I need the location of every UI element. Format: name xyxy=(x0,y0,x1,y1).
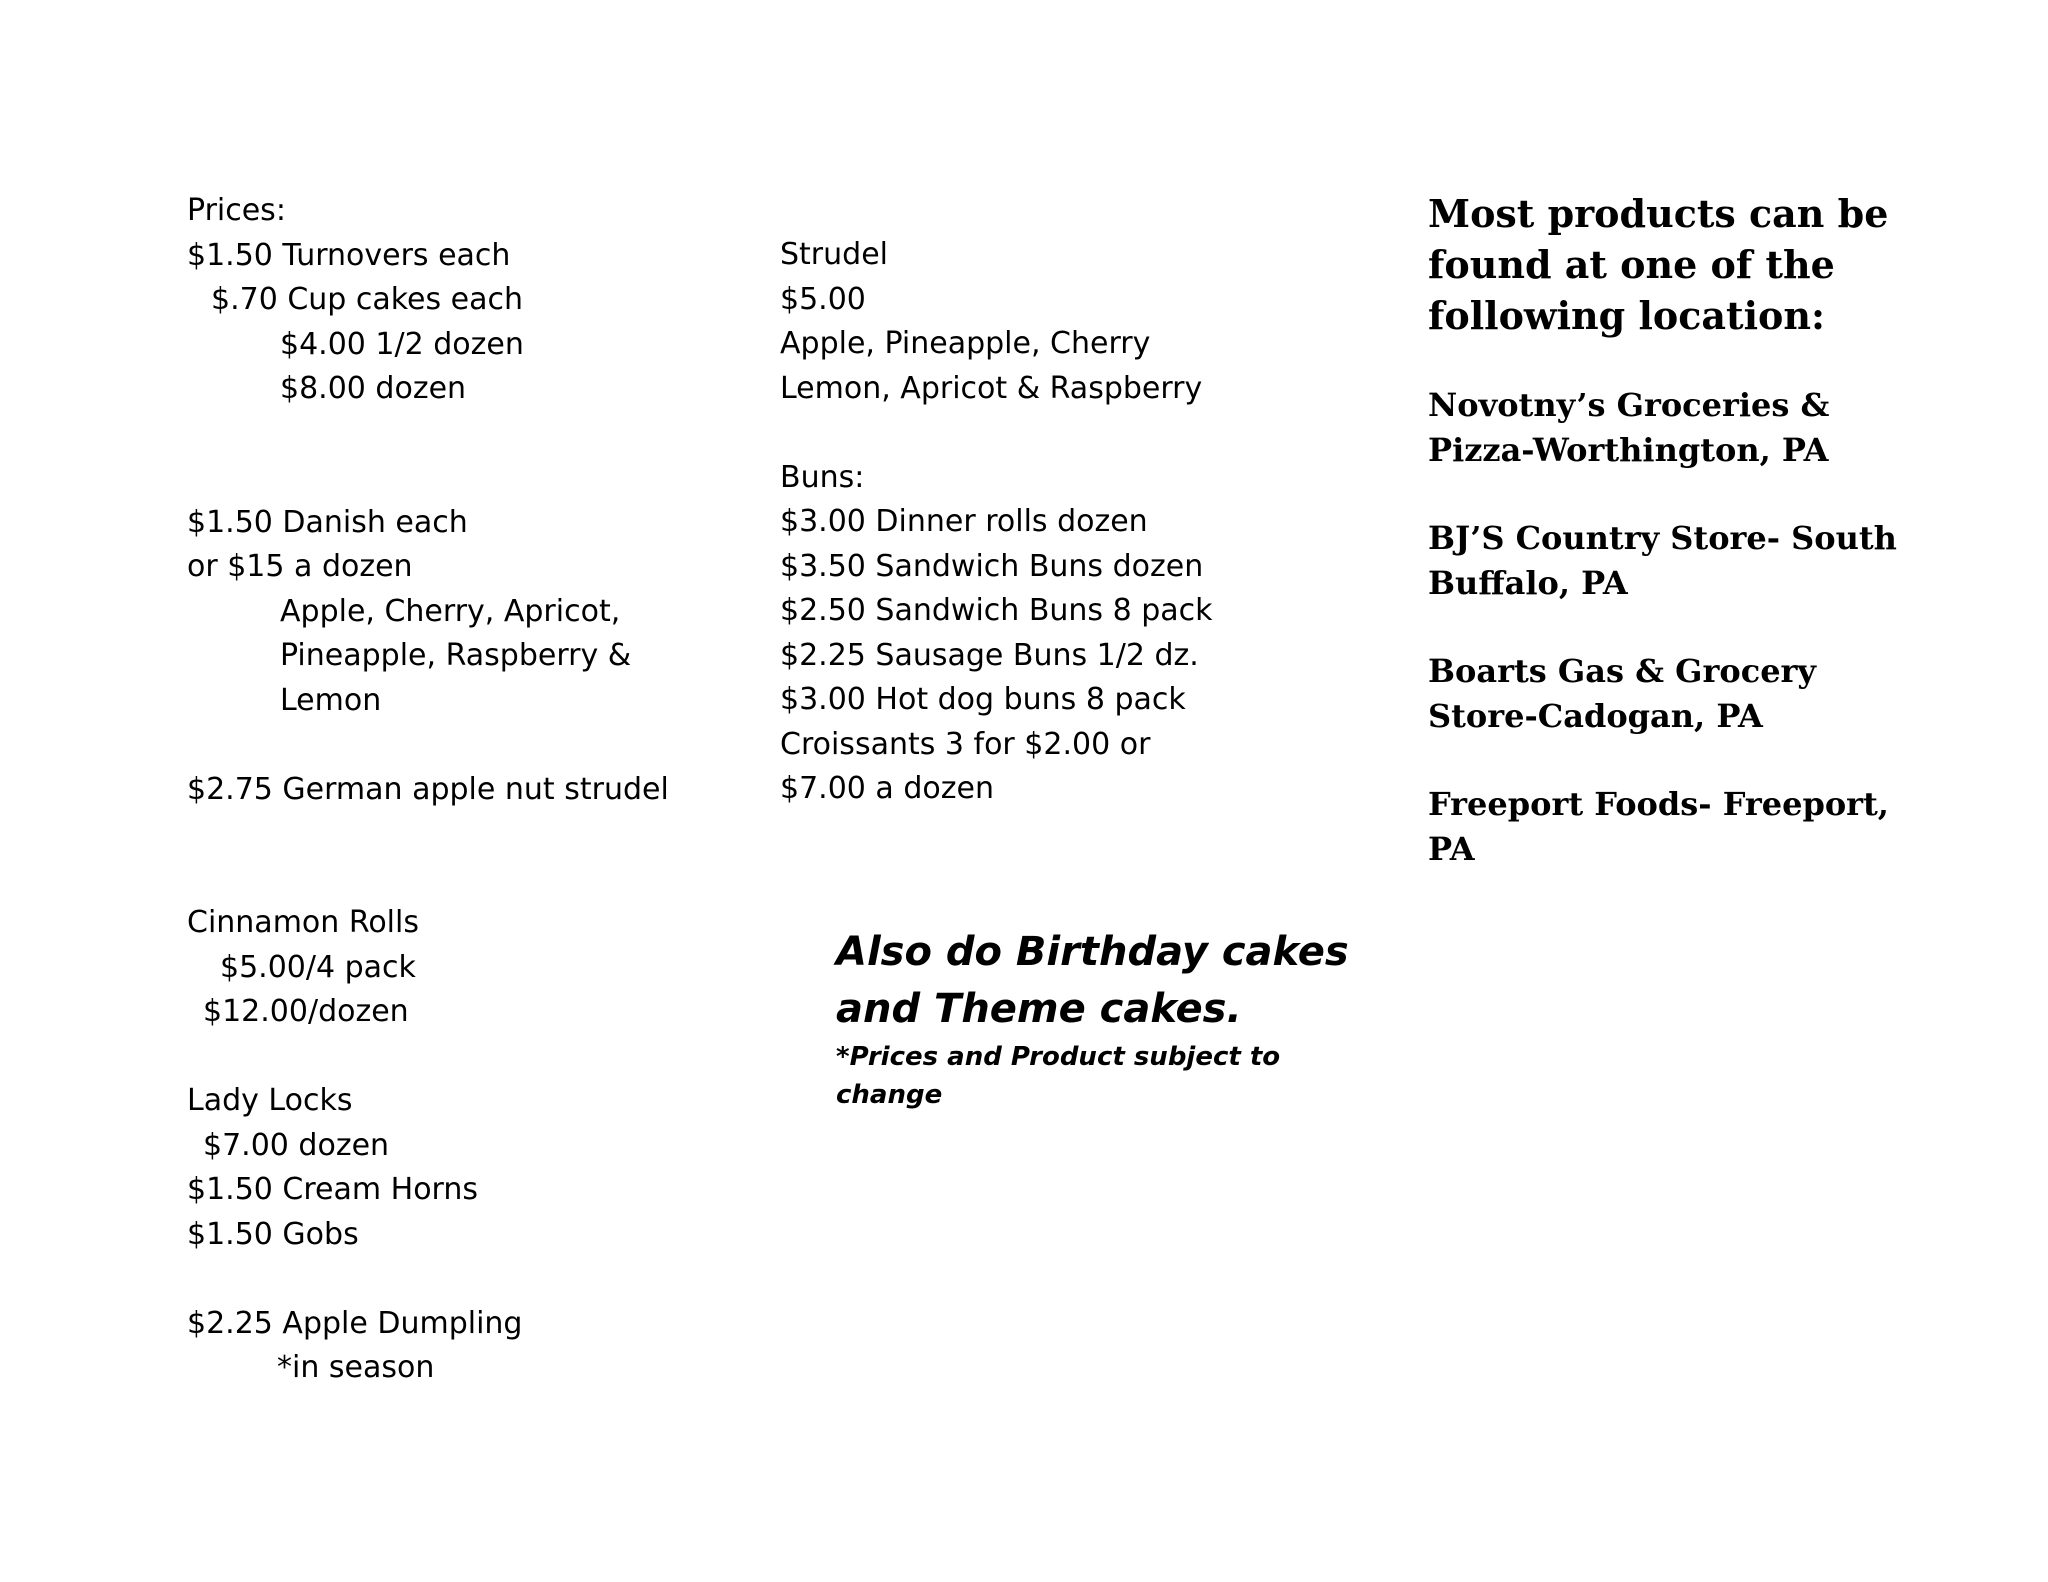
locations-heading-line-2: found at one of the xyxy=(1428,242,1835,287)
prices-column xyxy=(187,189,669,1391)
buns-heading: Buns: xyxy=(780,459,865,495)
in-season-note: *in season xyxy=(277,1350,435,1385)
strudel-flavors-line-1: Apple, Pineapple, Cherry xyxy=(780,326,1151,361)
apple-dumpling-price: $2.25 Apple Dumpling xyxy=(187,1305,523,1341)
danish-dozen-price: or $15 a dozen xyxy=(187,549,413,584)
cupcakes-half-dozen-price: $4.00 1/2 dozen xyxy=(280,326,524,362)
location-town: Store-Cadogan, PA xyxy=(1428,696,1763,735)
strudel-price: $5.00 xyxy=(780,281,866,317)
gobs-price: $1.50 Gobs xyxy=(187,1216,359,1252)
location-town: Pizza-Worthington, PA xyxy=(1428,430,1829,469)
cream-horns-price: $1.50 Cream Horns xyxy=(187,1172,479,1207)
croissants-price-line-2: $7.00 a dozen xyxy=(780,771,994,806)
cupcakes-dozen-price: $8.00 dozen xyxy=(280,371,467,406)
cupcakes-price: $.70 Cup cakes each xyxy=(211,282,524,317)
cinnamon-dozen-price: $12.00/dozen xyxy=(203,994,409,1029)
location-town: Buffalo, PA xyxy=(1428,563,1628,602)
cakes-note xyxy=(836,924,1349,1114)
locations-column xyxy=(1428,188,1948,871)
location-name: Boarts Gas & Grocery xyxy=(1428,652,1816,690)
location-town: PA xyxy=(1428,829,1475,868)
location-item xyxy=(1428,782,1948,871)
locations-heading-line-1: Most products can be xyxy=(1428,191,1889,236)
danish-price: $1.50 Danish each xyxy=(187,504,468,540)
strudel-heading: Strudel xyxy=(780,237,888,272)
sausage-buns-price: $2.25 Sausage Buns 1/2 dz. xyxy=(780,637,1199,673)
strudel-flavors-line-2: Lemon, Apricot & Raspberry xyxy=(780,370,1203,406)
danish-flavors-line-1: Apple, Cherry, Apricot, xyxy=(280,593,621,629)
lady-locks-price: $7.00 dozen xyxy=(203,1127,390,1163)
locations-heading-line-3: following location: xyxy=(1428,293,1826,338)
sandwich-buns-dozen-price: $3.50 Sandwich Buns dozen xyxy=(780,548,1204,584)
location-name: Freeport Foods- Freeport, xyxy=(1428,785,1889,823)
turnovers-price: $1.50 Turnovers each xyxy=(187,237,511,273)
sandwich-buns-8pack-price: $2.50 Sandwich Buns 8 pack xyxy=(780,593,1213,628)
location-item xyxy=(1428,516,1948,605)
prices-heading: Prices: xyxy=(187,193,286,228)
location-item xyxy=(1428,649,1948,738)
dinner-rolls-price: $3.00 Dinner rolls dozen xyxy=(780,504,1148,539)
disclaimer-line-1: *Prices and Product subject to xyxy=(836,1042,1281,1072)
location-item xyxy=(1428,383,1948,472)
location-name: Novotny’s Groceries & xyxy=(1428,386,1830,424)
croissants-price-line-1: Croissants 3 for $2.00 or xyxy=(780,726,1151,762)
german-strudel-price: $2.75 German apple nut strudel xyxy=(187,771,669,807)
birthday-cakes-line: Also do Birthday cakes xyxy=(836,929,1349,975)
lady-locks-heading: Lady Locks xyxy=(187,1083,353,1118)
danish-flavors-line-2: Pineapple, Raspberry & xyxy=(280,638,632,673)
disclaimer-line-2: change xyxy=(836,1080,943,1110)
danish-flavors-line-3: Lemon xyxy=(280,682,382,718)
cinnamon-rolls-heading: Cinnamon Rolls xyxy=(187,905,419,940)
strudel-buns-column xyxy=(780,233,1213,812)
cinnamon-4pack-price: $5.00/4 pack xyxy=(220,949,416,985)
location-name: BJ’S Country Store- South xyxy=(1428,519,1897,557)
hot-dog-buns-price: $3.00 Hot dog buns 8 pack xyxy=(780,682,1186,717)
theme-cakes-line: and Theme cakes. xyxy=(836,986,1242,1032)
